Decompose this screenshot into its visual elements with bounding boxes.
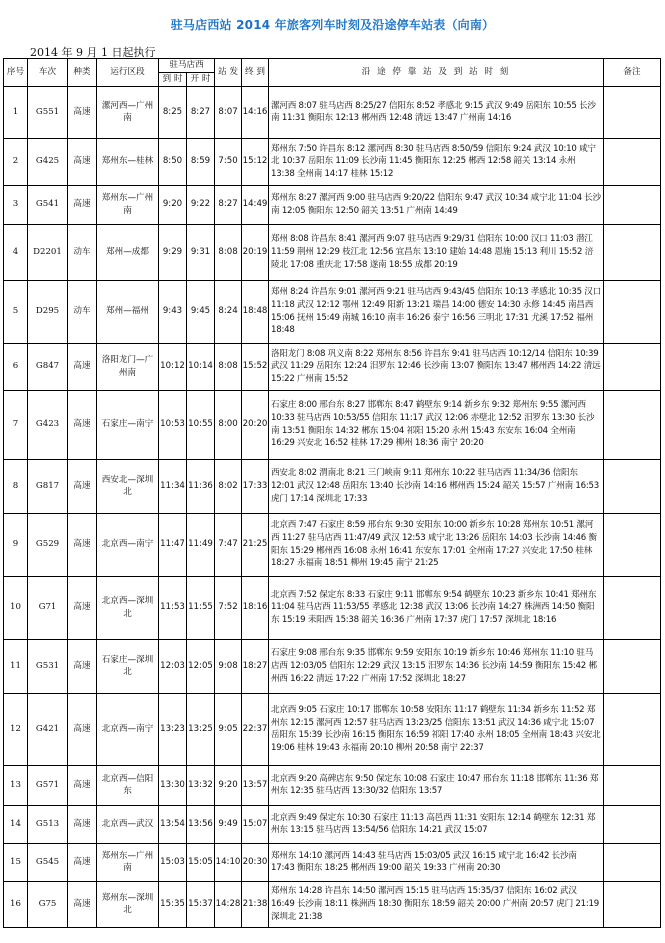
stops-list: 石家庄 9:08 邢台东 9:35 邯郸东 9:59 安阳东 10:19 新乡东 10:46 郑州东 11:10 驻马店西 12:03/05 信阳东 12:29 武汉 13:15 汨罗东 14:36 长沙南 14:59 衡阳东 15:42 郴州西 16:22 清远 17:22 广州南 17:52 深圳北 18:27 [269, 639, 604, 693]
origin-depart-time: 9:20 [215, 765, 242, 805]
origin-depart-time: 14:28 [215, 881, 242, 927]
row-serial: 15 [4, 843, 28, 881]
origin-depart-time: 8:00 [215, 390, 242, 459]
route: 郑州东—深圳北 [97, 881, 159, 927]
table-row [4, 843, 661, 881]
route: 石家庄—深圳北 [97, 639, 159, 693]
header-train: 车次 [28, 59, 68, 87]
stops-list: 郑州 8:08 许昌东 8:41 漯河西 9:07 驻马店西 9:29/31 信阳东 10:00 汉口 11:03 潜江 11:59 荆州 12:29 枝江北 12:56 宜昌东 13:10 建始 14:48 恩施 15:13 利川 15:52 涪陵北 17:08 重庆北 17:58 遂南 18:55 成都 20:19 [269, 224, 604, 280]
stops-list: 北京西 7:52 保定东 8:33 石家庄 9:11 邯郸东 9:54 鹤壁东 10:23 新乡东 10:41 郑州东 11:04 驻马店西 11:53/55 孝感北 12:38 武汉 13:06 长沙南 14:27 株洲西 14:50 衡阳东 15:19 耒阳西 15:38 韶关 16:36 广州南 17:37 虎门 17:57 深圳北 18:16 [269, 576, 604, 639]
depart-time: 9:45 [187, 280, 215, 343]
origin-depart-time: 7:52 [215, 576, 242, 639]
train-type: 动车 [68, 224, 97, 280]
table-row [4, 138, 661, 185]
row-serial: 9 [4, 513, 28, 576]
origin-depart-time: 8:24 [215, 280, 242, 343]
stops-list: 郑州 8:24 许昌东 9:01 漯河西 9:21 驻马店西 9:43/45 信阳东 10:13 孝感北 10:35 汉口 11:18 武汉 12:12 鄂州 12:49 阳新 13:21 瑞昌 14:00 德安 14:30 永修 14:45 南昌西 15:06 抚州 15:49 南城 16:10 南丰 16:26 泰宁 16:56 三明北 17:31 尤溪 17:52 福州 18:48 [269, 280, 604, 343]
origin-depart-time: 8:08 [215, 343, 242, 390]
row-serial: 12 [4, 693, 28, 765]
terminal-arrive-time: 15:07 [242, 805, 269, 843]
row-serial: 10 [4, 576, 28, 639]
origin-depart-time: 8:08 [215, 224, 242, 280]
depart-time: 10:14 [187, 343, 215, 390]
stops-list: 北京西 9:49 保定东 10:30 石家庄 11:13 高邑西 11:31 安阳东 12:14 鹤壁东 12:31 郑州东 13:15 驻马店西 13:54/56 信阳东 14:21 武汉 15:07 [269, 805, 604, 843]
remarks [604, 459, 661, 513]
depart-time: 15:37 [187, 881, 215, 927]
remarks [604, 765, 661, 805]
depart-time: 13:56 [187, 805, 215, 843]
terminal-arrive-time: 20:20 [242, 390, 269, 459]
table-row [4, 185, 661, 224]
terminal-arrive-time: 21:38 [242, 881, 269, 927]
arrive-time: 12:03 [159, 639, 187, 693]
train-number: G847 [28, 343, 68, 390]
row-serial: 14 [4, 805, 28, 843]
origin-depart-time: 7:47 [215, 513, 242, 576]
remarks [604, 343, 661, 390]
terminal-arrive-time: 14:16 [242, 86, 269, 138]
row-serial: 4 [4, 224, 28, 280]
train-number: G551 [28, 86, 68, 138]
table-row [4, 343, 661, 390]
table-row [4, 390, 661, 459]
header-route: 运行区段 [97, 59, 159, 87]
row-serial: 7 [4, 390, 28, 459]
terminal-arrive-time: 14:49 [242, 185, 269, 224]
remarks [604, 576, 661, 639]
route: 洛阳龙门—广州南 [97, 343, 159, 390]
header-serial: 序号 [4, 59, 28, 87]
arrive-time: 13:23 [159, 693, 187, 765]
train-number: G425 [28, 138, 68, 185]
train-number: G423 [28, 390, 68, 459]
train-number: G71 [28, 576, 68, 639]
route: 郑州东—广州南 [97, 185, 159, 224]
arrive-time: 11:34 [159, 459, 187, 513]
origin-depart-time: 14:10 [215, 843, 242, 881]
terminal-arrive-time: 17:33 [242, 459, 269, 513]
origin-depart-time: 8:27 [215, 185, 242, 224]
depart-time: 12:05 [187, 639, 215, 693]
header-type: 种类 [68, 59, 97, 87]
arrive-time: 15:35 [159, 881, 187, 927]
arrive-time: 11:47 [159, 513, 187, 576]
stops-list: 石家庄 8:00 邢台东 8:27 邯郸东 8:47 鹤壁东 9:14 新乡东 9:32 郑州东 9:55 漯河西 10:33 驻马店西 10:53/55 信阳东 11:17 武汉 12:06 赤壁北 12:52 汨罗东 13:30 长沙南 13:51 衡阳东 14:32 郴东 15:04 祁阳 15:20 永州 15:43 东安东 16:04 全州南 16:29 兴安北 16:52 桂林 17:29 柳州 18:36 南宁 20:20 [269, 390, 604, 459]
route: 北京西—南宁 [97, 693, 159, 765]
depart-time: 15:05 [187, 843, 215, 881]
row-serial: 13 [4, 765, 28, 805]
remarks [604, 185, 661, 224]
row-serial: 16 [4, 881, 28, 927]
table-row [4, 86, 661, 138]
train-type: 高速 [68, 881, 97, 927]
route: 北京西—武汉 [97, 805, 159, 843]
table-row [4, 805, 661, 843]
header-remarks: 备注 [604, 59, 661, 87]
arrive-time: 9:29 [159, 224, 187, 280]
origin-depart-time: 9:05 [215, 693, 242, 765]
remarks [604, 390, 661, 459]
arrive-time: 15:03 [159, 843, 187, 881]
row-serial: 2 [4, 138, 28, 185]
train-type: 高速 [68, 459, 97, 513]
train-type: 高速 [68, 765, 97, 805]
header-stops: 沿 途 停 靠 站 及 到 站 时 刻 [269, 59, 604, 87]
row-serial: 11 [4, 639, 28, 693]
table-row [4, 576, 661, 639]
train-number: G75 [28, 881, 68, 927]
terminal-arrive-time: 21:25 [242, 513, 269, 576]
train-number: G541 [28, 185, 68, 224]
depart-time: 8:27 [187, 86, 215, 138]
origin-depart-time: 9:49 [215, 805, 242, 843]
train-type: 高速 [68, 805, 97, 843]
arrive-time: 11:53 [159, 576, 187, 639]
train-number: G531 [28, 639, 68, 693]
table-row [4, 881, 661, 927]
stops-list: 郑州东 14:28 许昌东 14:50 漯河西 15:15 驻马店西 15:35/37 信阳东 16:02 武汉 16:49 长沙南 18:11 株洲西 18:30 衡阳东 18:59 韶关 20:00 广州南 20:57 虎门 21:19 深圳北 21:38 [269, 881, 604, 927]
remarks [604, 224, 661, 280]
stops-list: 郑州东 14:10 漯河西 14:43 驻马店西 15:03/05 武汉 16:15 咸宁北 16:42 长沙南 17:43 衡阳东 18:25 郴州西 19:00 韶关 19:33 广州南 20:30 [269, 843, 604, 881]
depart-time: 13:25 [187, 693, 215, 765]
origin-depart-time: 8:02 [215, 459, 242, 513]
train-type: 高速 [68, 343, 97, 390]
table-row [4, 765, 661, 805]
route: 西安北—深圳北 [97, 459, 159, 513]
train-number: G545 [28, 843, 68, 881]
header-depart: 开 时 [187, 73, 215, 87]
origin-depart-time: 7:50 [215, 138, 242, 185]
route: 北京西—深圳北 [97, 576, 159, 639]
table-row [4, 693, 661, 765]
remarks [604, 805, 661, 843]
terminal-arrive-time: 22:37 [242, 693, 269, 765]
depart-time: 11:49 [187, 513, 215, 576]
arrive-time: 13:54 [159, 805, 187, 843]
remarks [604, 138, 661, 185]
depart-time: 10:55 [187, 390, 215, 459]
remarks [604, 86, 661, 138]
terminal-arrive-time: 15:12 [242, 138, 269, 185]
route: 郑州—福州 [97, 280, 159, 343]
stops-list: 西安北 8:02 渭南北 8:21 三门峡南 9:11 郑州东 10:22 驻马店西 11:34/36 信阳东 12:01 武汉 12:48 岳阳东 13:40 长沙南 14:16 郴州西 15:24 韶关 15:57 广州南 16:53 虎门 17:14 深圳北 17:33 [269, 459, 604, 513]
stops-list: 北京西 7:47 石家庄 8:59 邢台东 9:30 安阳东 10:00 新乡东 10:28 郑州东 10:51 漯河西 11:27 驻马店西 11:47/49 武汉 12:53 咸宁北 13:26 岳阳东 14:03 长沙南 14:46 衡阳东 15:29 郴州西 16:08 永州 16:41 东安东 17:01 全州南 17:27 兴安北 17:50 桂林 18:27 永福南 18:51 柳州 19:45 南宁 21:25 [269, 513, 604, 576]
train-number: G817 [28, 459, 68, 513]
stops-list: 郑州东 8:27 漯河西 9:00 驻马店西 9:20/22 信阳东 9:47 武汉 10:34 咸宁北 11:04 长沙南 12:05 衡阳东 12:50 韶关 13:51 广州南 14:49 [269, 185, 604, 224]
header-arrive: 到 时 [159, 73, 187, 87]
stops-list: 漯河西 8:07 驻马店西 8:25/27 信阳东 8:52 孝感北 9:15 武汉 9:49 岳阳东 10:55 长沙南 11:31 衡阳东 12:13 郴州西 12:48 清远 13:47 广州南 14:16 [269, 86, 604, 138]
train-type: 高速 [68, 843, 97, 881]
terminal-arrive-time: 15:52 [242, 343, 269, 390]
remarks [604, 881, 661, 927]
arrive-time: 8:50 [159, 138, 187, 185]
depart-time: 11:36 [187, 459, 215, 513]
terminal-arrive-time: 18:48 [242, 280, 269, 343]
arrive-time: 8:25 [159, 86, 187, 138]
train-number: D2201 [28, 224, 68, 280]
table-row [4, 639, 661, 693]
train-number: G529 [28, 513, 68, 576]
table-row [4, 224, 661, 280]
train-number: G421 [28, 693, 68, 765]
row-serial: 8 [4, 459, 28, 513]
train-number: G513 [28, 805, 68, 843]
train-number: D295 [28, 280, 68, 343]
train-type: 高速 [68, 390, 97, 459]
route: 郑州东—广州南 [97, 843, 159, 881]
page-title: 驻马店西站 2014 年旅客列车时刻及沿途停车站表（向南） [170, 18, 495, 32]
table-row [4, 513, 661, 576]
route: 北京西—南宁 [97, 513, 159, 576]
train-type: 高速 [68, 639, 97, 693]
route: 郑州东—桂林 [97, 138, 159, 185]
arrive-time: 10:12 [159, 343, 187, 390]
train-type: 高速 [68, 86, 97, 138]
origin-depart-time: 8:07 [215, 86, 242, 138]
train-type: 高速 [68, 576, 97, 639]
route: 郑州—成都 [97, 224, 159, 280]
effective-date: 2014 年 9 月 1 日起执行 [30, 46, 156, 59]
terminal-arrive-time: 18:16 [242, 576, 269, 639]
header-terminal-arrive: 终 到 [242, 59, 269, 87]
arrive-time: 13:30 [159, 765, 187, 805]
origin-depart-time: 9:08 [215, 639, 242, 693]
stops-list: 北京西 9:05 石家庄 10:17 邯郸东 10:58 安阳东 11:17 鹤壁东 11:34 新乡东 11:52 郑州东 12:15 漯河西 12:57 驻马店西 13:23/25 信阳东 13:51 武汉 14:36 咸宁北 15:07 岳阳东 15:39 长沙南 16:15 衡阳东 16:59 祁阳 17:40 永州 18:05 全州南 18:43 兴安北 19:06 桂林 19:43 永福南 20:10 柳州 20:58 南宁 22:37 [269, 693, 604, 765]
stops-list: 北京西 9:20 高碑店东 9:50 保定东 10:08 石家庄 10:47 邢台东 11:18 邯郸东 11:36 郑州东 12:35 驻马店西 13:30/32 信阳东 13:57 [269, 765, 604, 805]
row-serial: 6 [4, 343, 28, 390]
route: 北京西—信阳东 [97, 765, 159, 805]
row-serial: 1 [4, 86, 28, 138]
terminal-arrive-time: 20:30 [242, 843, 269, 881]
arrive-time: 9:20 [159, 185, 187, 224]
table-row [4, 280, 661, 343]
depart-time: 9:22 [187, 185, 215, 224]
depart-time: 11:55 [187, 576, 215, 639]
depart-time: 9:31 [187, 224, 215, 280]
remarks [604, 843, 661, 881]
table-row [4, 459, 661, 513]
train-type: 高速 [68, 138, 97, 185]
train-number: G571 [28, 765, 68, 805]
depart-time: 8:59 [187, 138, 215, 185]
arrive-time: 9:43 [159, 280, 187, 343]
timetable [3, 58, 661, 928]
stops-list: 郑州东 7:50 许昌东 8:12 漯河西 8:30 驻马店西 8:50/59 信阳东 9:24 武汉 10:10 咸宁北 10:37 岳阳东 11:09 长沙南 11:45 衡阳东 12:25 郴西 12:58 韶关 13:14 永州 13:38 全州南 14:17 桂林 15:12 [269, 138, 604, 185]
header-station-group: 驻马店西 [159, 59, 215, 73]
remarks [604, 639, 661, 693]
terminal-arrive-time: 13:57 [242, 765, 269, 805]
arrive-time: 10:53 [159, 390, 187, 459]
row-serial: 3 [4, 185, 28, 224]
train-type: 动车 [68, 280, 97, 343]
train-type: 高速 [68, 185, 97, 224]
route: 漯河西—广州南 [97, 86, 159, 138]
remarks [604, 513, 661, 576]
terminal-arrive-time: 18:27 [242, 639, 269, 693]
remarks [604, 280, 661, 343]
header-origin-depart: 站 发 [215, 59, 242, 87]
row-serial: 5 [4, 280, 28, 343]
train-type: 高速 [68, 513, 97, 576]
train-type: 高速 [68, 693, 97, 765]
terminal-arrive-time: 20:19 [242, 224, 269, 280]
remarks [604, 693, 661, 765]
route: 石家庄—南宁 [97, 390, 159, 459]
stops-list: 洛阳龙门 8:08 巩义南 8:22 郑州东 8:56 许昌东 9:41 驻马店西 10:12/14 信阳东 10:39 武汉 11:29 岳阳东 12:24 汨罗东 12:46 长沙南 13:07 衡阳东 13:47 郴州西 14:22 清远 15:22 广州南 15:52 [269, 343, 604, 390]
depart-time: 13:32 [187, 765, 215, 805]
